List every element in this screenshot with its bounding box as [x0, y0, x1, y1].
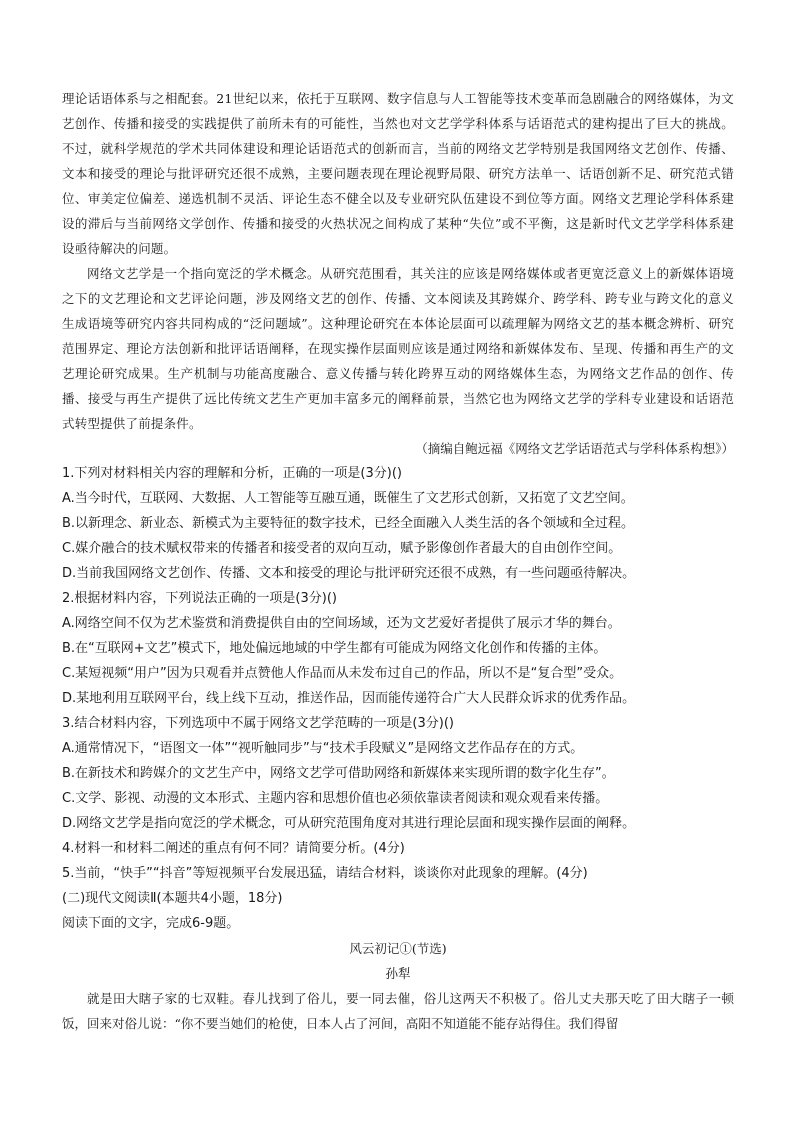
- question-4-stem: 4.材料一和材料二阐述的重点有何不同？请简要分析。(4分): [62, 841, 405, 856]
- question-5-stem: 5.当前，“快手”“抖音”等短视频平台发展迅猛，请结合材料，谈谈你对此现象的理解。(4分): [62, 866, 588, 881]
- question-3-option-b: B.在新技术和跨媒介的文艺生产中，网络文艺学可借助网络和新媒体来实现所谓的数字化生存”。: [62, 766, 615, 781]
- story-title: 风云初记①(节选): [349, 941, 447, 956]
- story-paragraph: 就是田大瞎子家的七双鞋。春儿找到了俗儿，要一同去催，俗儿这两天不积极了。俗儿丈夫那天吃了田大瞎子一顿饭，回来对俗儿说：“你不要当她们的枪使，日本人占了河间，高阳不知道能不能存站得住。我们得留: [62, 991, 734, 1031]
- question-3-stem: 3.结合材料内容，下列选项中不属于网络文艺学范畴的一项是(3分)(): [62, 716, 454, 731]
- passage-source: （摘编自鲍远福《网络文艺学话语范式与学科体系构想》）: [415, 441, 734, 456]
- question-2-option-d: D.某地利用互联网平台，线上线下互动，推送作品，因而能传递符合广大人民群众诉求的优秀作品。: [62, 691, 636, 706]
- question-3-option-a: A.通常情况下，“语图文一体”“视听触同步”与“技术手段赋义”是网络文艺作品存在的方式。: [62, 741, 584, 756]
- question-2-option-b: B.在“互联网+文艺”模式下，地处偏远地域的中学生都有可能成为网络文化创作和传播的主体。: [62, 641, 607, 656]
- question-list: [62, 461, 734, 886]
- story-author: 孙犁: [385, 966, 411, 981]
- question-2-option-c: C.某短视频“用户”因为只观看并点赞他人作品而从未发布过自己的作品，所以不是“复合型”受众。: [62, 666, 623, 681]
- question-1-option-d: D.当前我国网络文艺创作、传播、文本和接受的理论与批评研究还很不成熟，有一些问题亟待解决。: [62, 566, 636, 581]
- question-2-stem: 2.根据材料内容，下列说法正确的一项是(3分)(): [62, 591, 337, 606]
- question-1-option-c: C.媒介融合的技术赋权带来的传播者和接受者的双向互动，赋予影像创作者最大的自由创作空间。: [62, 541, 622, 556]
- section-2-heading: (二)现代文阅读Ⅱ(本题共4小题，18分): [62, 891, 283, 906]
- passage-paragraph-1: 理论话语体系与之相配套。21世纪以来，依托于互联网、数字信息与人工智能等技术变革而急剧融合的网络媒体，为文艺创作、传播和接受的实践提供了前所未有的可能性，当然也对文艺学学科体系与话语范式的建构提出了巨大的挑战。不过，就科学规范的学术共同体建设和理论话语范式的创新而言，当前的网络文艺学特别是我国网络文艺创作、传播、文本和接受的理论与批评研究还很不成熟，主要问题表现在理论视野局限、研究方法单一、话语创新不足、研究范式错位、审美定位偏差、递选机制不灵活、评论生态不健全以及专业研究队伍建设不到位等方面。网络文艺理论学科体系建设的滞后与当前网络文学创作、传播和接受的火热状况之间构成了某种“失位”或不平衡，这是新时代文艺学学科体系建设亟待解决的问题。: [62, 91, 734, 256]
- question-1-option-a: A.当今时代，互联网、大数据、人工智能等互融互通，既催生了文艺形式创新，又拓宽了文艺空间。: [62, 491, 634, 506]
- question-1-stem: 1.下列对材料相关内容的理解和分析，正确的一项是(3分)(): [62, 466, 402, 481]
- question-1-option-b: B.以新理念、新业态、新模式为主要特征的数字技术，已经全面融入人类生活的各个领域和全过程。: [62, 516, 635, 531]
- question-2-option-a: A.网络空间不仅为艺术鉴赏和消费提供自由的空间场域，还为文艺爱好者提供了展示才华的舞台。: [62, 616, 621, 631]
- section-2-instruction: 阅读下面的文字，完成6-9题。: [62, 916, 240, 931]
- passage-paragraph-2: 网络文艺学是一个指向宽泛的学术概念。从研究范围看，其关注的应该是网络媒体或者更宽泛意义上的新媒体语境之下的文艺理论和文艺评论问题，涉及网络文艺的创作、传播、文本阅读及其跨媒介、跨学科、跨专业与跨文化的意义生成语境等研究内容共同构成的“泛问题域”。这种理论研究在本体论层面可以疏理解为网络文艺的基本概念辨析、研究范围界定、理论方法创新和批评话语阐释，在现实操作层面则应该是通过网络和新媒体发布、呈现、传播和再生产的文艺理论研究成果。生产机制与功能高度融合、意义传播与转化跨界互动的网络媒体生态，为网络文艺作品的创作、传播、接受与再生产提供了远比传统文艺生产更加丰富多元的阐释前景，当然它也为网络文艺学的学科专业建设和话语范式转型提供了前提条件。: [62, 266, 734, 431]
- question-3-option-c: C.文学、影视、动漫的文本形式、主题内容和思想价值也必须依靠读者阅读和观众观看来传播。: [62, 791, 609, 806]
- document-page: [62, 86, 734, 1036]
- question-3-option-d: D.网络文艺学是指向宽泛的学术概念，可从研究范围角度对其进行理论层面和现实操作层面的阐释。: [62, 816, 636, 831]
